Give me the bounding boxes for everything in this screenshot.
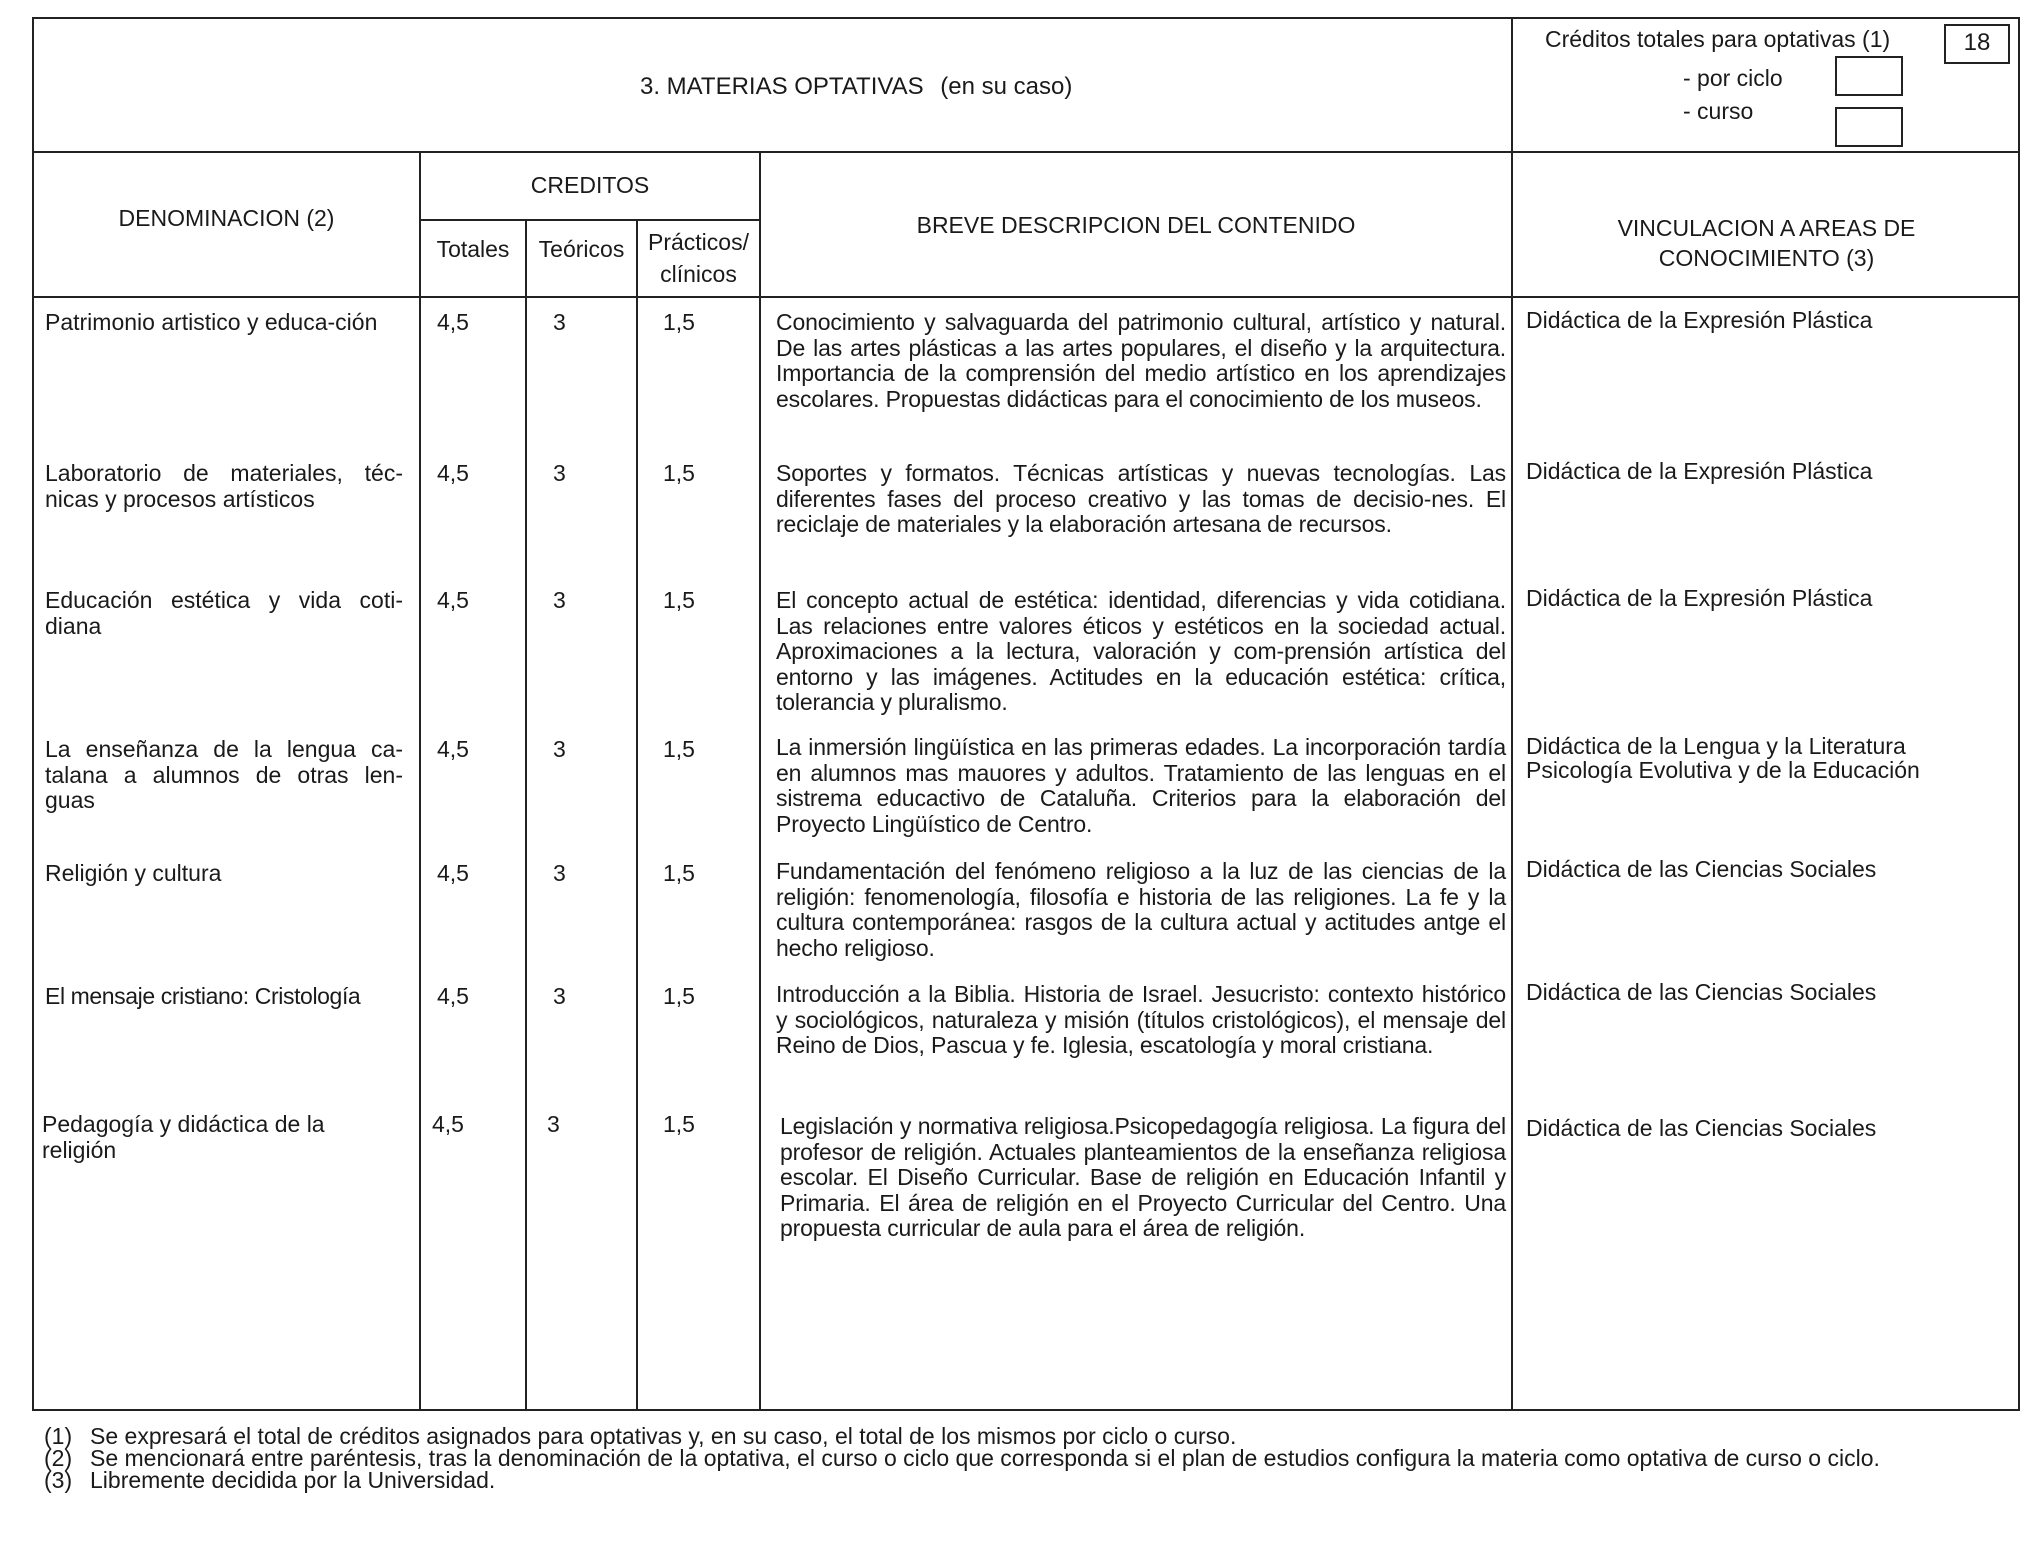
- footnote-3-number: (3): [44, 1467, 73, 1493]
- row-1-totales: 4,5: [437, 309, 469, 335]
- col-header-description: BREVE DESCRIPCION DEL CONTENIDO: [916, 212, 1356, 238]
- col-header-teoricos: Teóricos: [538, 236, 625, 262]
- footnote-1: [44, 1425, 1974, 1447]
- row-3-description: El concepto actual de estética: identidad, diferencias y vida cotidiana. Las relaciones entre valores éticos y estéticos en la sociedad actual. Aproximaciones a la lectura, valoración y com-prensión artística del entorno y las imágenes. Actitudes en la educación estética: crítica, tolerancia y pluralismo.: [776, 587, 1506, 715]
- footnote-3: [44, 1469, 1974, 1491]
- row-5-area: Didáctica de las Ciencias Sociales: [1526, 856, 1877, 882]
- row-3-name: Educación estética y vida coti-diana: [45, 587, 403, 639]
- row-2-description: Soportes y formatos. Técnicas artísticas y nuevas tecnologías. Las diferentes fases del proceso creativo y las tomas de decisio-nes. El reciclaje de materiales y la elaboración artesana de recursos.: [776, 460, 1506, 537]
- footnote-2: [44, 1447, 1974, 1469]
- section-title-text: 3. MATERIAS OPTATIVAS: [640, 73, 924, 100]
- row-1-area: Didáctica de la Expresión Plástica: [1526, 307, 1873, 333]
- col-header-totales: Totales: [436, 236, 510, 262]
- row-4-name: La enseñanza de la lengua ca-talana a alumnos de otras len-guas: [45, 736, 403, 813]
- row-4-area: Didáctica de la Lengua y la Literatura: [1526, 733, 1906, 759]
- per-course-label: - curso: [1683, 98, 1754, 124]
- row-5-description: Fundamentación del fenómeno religioso a la luz de las ciencias de la religión: fenomenología, filosofía e historia de las religiones. La fe y la cultura contemporánea: rasgos de la cultura actual y actitudes antge el hecho religioso.: [776, 858, 1506, 961]
- row-2-teoricos: 3: [553, 460, 566, 486]
- row-1-teoricos: 3: [553, 309, 566, 335]
- row-5-practicos: 1,5: [663, 860, 695, 886]
- row-7-name: Pedagogía y didáctica de la religión: [42, 1111, 325, 1163]
- row-6-area: Didáctica de las Ciencias Sociales: [1526, 979, 1877, 1005]
- credits-total-box: [1944, 24, 2010, 64]
- row-2-name: Laboratorio de materiales, téc-nicas y procesos artísticos: [45, 460, 403, 512]
- col-header-credits: CREDITOS: [530, 172, 650, 198]
- footnote-2-number: (2): [44, 1445, 73, 1471]
- per-cycle-label: - por ciclo: [1683, 65, 1783, 91]
- col-header-area-line1: VINCULACION A AREAS DE: [1617, 215, 1916, 241]
- totales-col-divider: [525, 219, 527, 1411]
- row-4-area-2: Psicología Evolutiva y de la Educación: [1526, 757, 1920, 783]
- section-title-suffix: (en su caso): [940, 73, 1073, 100]
- section-title: [640, 74, 1072, 99]
- row-2-totales: 4,5: [437, 460, 469, 486]
- row-2-area: Didáctica de la Expresión Plástica: [1526, 458, 1873, 484]
- footnote-3-text: Libremente decidida por la Universidad.: [90, 1467, 496, 1493]
- teoricos-col-divider: [636, 219, 638, 1411]
- row-4-description: La inmersión lingüística en las primeras edades. La incorporación tardía en alumnos mas mauores y adultos. Tratamiento de las lenguas en el sistrema educactivo de Cataluña. Criterios para la elaboración del Proyecto Lingüístico de Centro.: [776, 734, 1506, 837]
- footnotes: [44, 1425, 1974, 1491]
- row-6-teoricos: 3: [553, 983, 566, 1009]
- desc-col-divider: [759, 151, 761, 1411]
- row-7-teoricos: 3: [547, 1111, 560, 1137]
- row-6-name: El mensaje cristiano: Cristología: [45, 983, 361, 1009]
- col-header-name: DENOMINACION (2): [118, 205, 335, 231]
- row-3-teoricos: 3: [553, 587, 566, 613]
- credits-total-value: 18: [1963, 29, 1991, 56]
- row-7-area: Didáctica de las Ciencias Sociales: [1526, 1115, 1877, 1141]
- row-7-totales: 4,5: [432, 1111, 464, 1137]
- row-5-name: Religión y cultura: [45, 860, 222, 886]
- row-3-practicos: 1,5: [663, 587, 695, 613]
- row-1-name: Patrimonio artistico y educa-ción: [45, 309, 378, 335]
- row-4-totales: 4,5: [437, 736, 469, 762]
- col-header-practicos-line2: clínicos: [660, 261, 737, 287]
- name-col-divider: [419, 151, 421, 1411]
- row-3-totales: 4,5: [437, 587, 469, 613]
- row-2-practicos: 1,5: [663, 460, 695, 486]
- header-divider: [32, 151, 2020, 153]
- row-4-teoricos: 3: [553, 736, 566, 762]
- row-1-practicos: 1,5: [663, 309, 695, 335]
- footnote-1-number: (1): [44, 1423, 73, 1449]
- row-7-practicos: 1,5: [663, 1111, 695, 1137]
- row-5-teoricos: 3: [553, 860, 566, 886]
- credits-subheader-divider: [419, 219, 759, 221]
- row-3-area: Didáctica de la Expresión Plástica: [1526, 585, 1873, 611]
- row-4-practicos: 1,5: [663, 736, 695, 762]
- column-header-divider: [32, 296, 2020, 298]
- col-header-practicos-line1: Prácticos/: [648, 229, 749, 255]
- per-cycle-box: [1835, 56, 1903, 96]
- row-6-description: Introducción a la Biblia. Historia de Israel. Jesucristo: contexto histórico y sociológicos, naturaleza y misión (títulos cristológicos), el mensaje del Reino de Dios, Pascua y fe. Iglesia, escatología y moral cristiana.: [776, 981, 1506, 1058]
- col-header-area-line2: CONOCIMIENTO (3): [1658, 245, 1875, 271]
- credits-total-label: Créditos totales para optativas (1): [1545, 26, 1891, 52]
- per-course-box: [1835, 107, 1903, 147]
- row-5-totales: 4,5: [437, 860, 469, 886]
- footnote-2-text: Se mencionará entre paréntesis, tras la denominación de la optativa, el curso o ciclo que corresponda si el plan de estudios configura la materia como optativa de curso o ciclo.: [90, 1445, 1880, 1471]
- footnote-1-text: Se expresará el total de créditos asignados para optativas y, en su caso, el total de los mismos por ciclo o curso.: [90, 1423, 1237, 1449]
- row-7-description: Legislación y normativa religiosa.Psicopedagogía religiosa. La figura del profesor de religión. Actuales planteamientos de la enseñanza religiosa escolar. El Diseño Curricular. Base de religión en Educación Infantil y Primaria. El área de religión en el Proyecto Curricular del Centro. Una propuesta curricular de aula para el área de religión.: [780, 1113, 1506, 1241]
- row-6-practicos: 1,5: [663, 983, 695, 1009]
- row-6-totales: 4,5: [437, 983, 469, 1009]
- row-1-description: Conocimiento y salvaguarda del patrimonio cultural, artístico y natural. De las artes plásticas a las artes populares, el diseño y la arquitectura. Importancia de la comprensión del medio artístico en los aprendizajes escolares. Propuestas didácticas para el conocimiento de los museos.: [776, 309, 1506, 412]
